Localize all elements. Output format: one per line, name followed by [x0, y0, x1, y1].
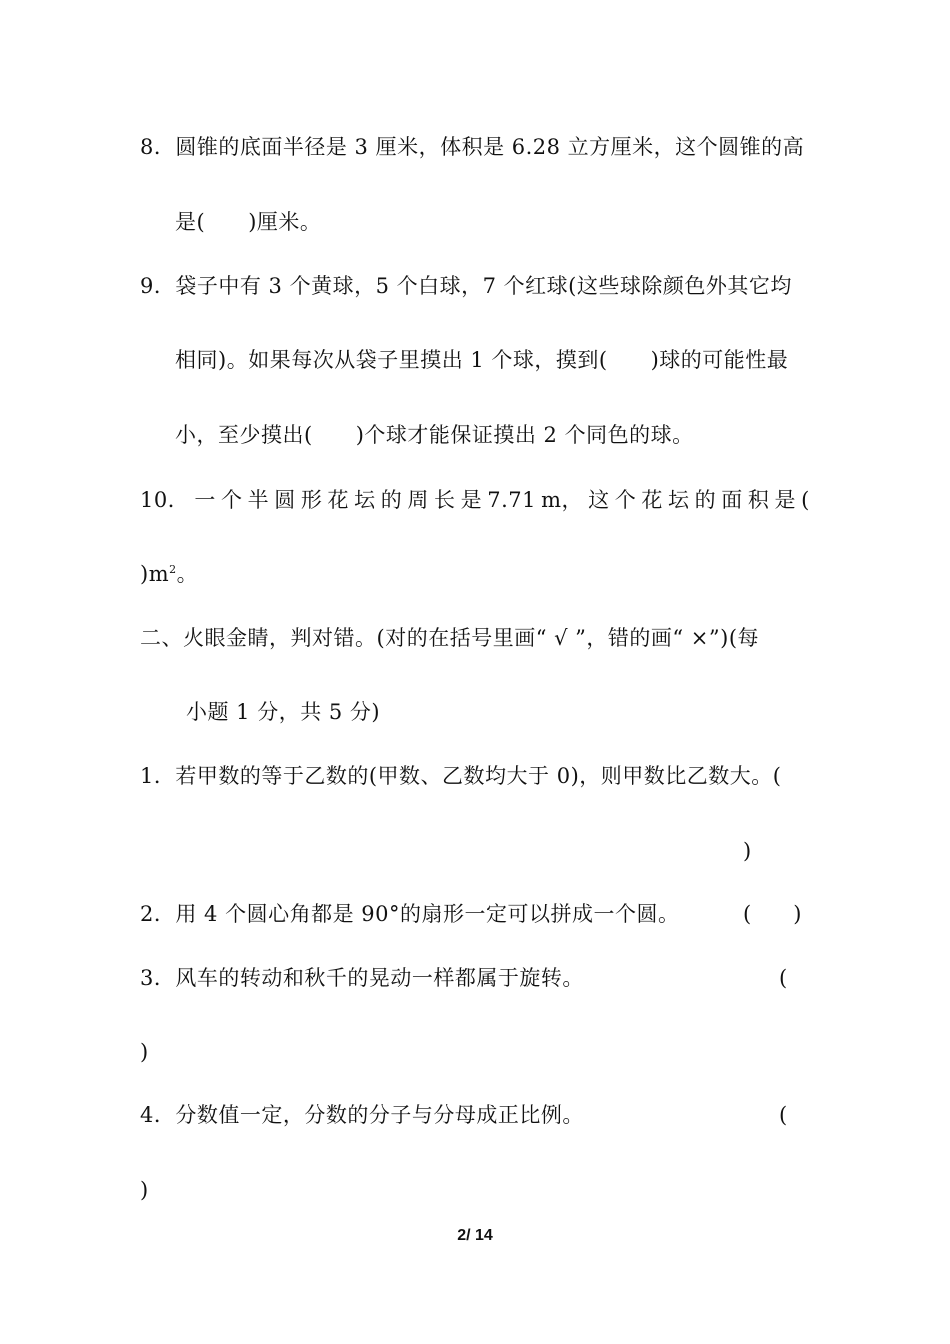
q10-word: 10．: [140, 488, 190, 512]
q10-unit: )m: [140, 562, 170, 586]
q10-word: 这: [588, 488, 610, 512]
q10-word: 坛: [354, 488, 376, 512]
q10-word: m，: [541, 488, 584, 512]
q10-word: 个: [220, 488, 243, 512]
section2-heading-line2: 小题 1 分，共 5 分): [186, 700, 381, 724]
q9-line2: 相同)。如果每次从袋子里摸出 1 个球，摸到( )球的可能性最: [175, 348, 789, 372]
q10-word: (: [801, 488, 810, 512]
q10-word: 积: [747, 488, 770, 512]
q10-word: 7.71: [487, 488, 536, 512]
page-number: 2/ 14: [457, 1227, 493, 1244]
item1-text: 1．若甲数的等于乙数的(甲数、乙数均大于 0)，则甲数比乙数大。(: [140, 764, 782, 788]
q10-word: 坛: [668, 488, 690, 512]
q10-word: 花: [327, 488, 349, 512]
q10-word: 是: [774, 488, 797, 512]
q10-word: 的: [694, 488, 717, 512]
q10-word: 花: [641, 488, 663, 512]
q10-period: 。: [176, 562, 199, 586]
q10-word: 的: [380, 488, 403, 512]
section2-heading-line1: 二、火眼金睛，判对错。(对的在括号里画“ √ ”，错的画“ ×”)(每: [140, 626, 760, 650]
q8-line1: 8．圆锥的底面半径是 3 厘米，体积是 6.28 立方厘米，这个圆锥的高: [140, 135, 805, 159]
q10-word: 长: [433, 488, 456, 512]
q9-line1: 9．袋子中有 3 个黄球，5 个白球，7 个红球(这些球除颜色外其它均: [140, 274, 792, 298]
item4-answer-close: ): [140, 1178, 149, 1202]
q10-word: 一: [194, 488, 216, 512]
q10-unit-exponent: 2: [169, 563, 177, 576]
q10-word: 个: [614, 488, 637, 512]
q10-word: 周: [407, 488, 429, 512]
item3-answer-close: ): [140, 1040, 149, 1064]
item2-answer-box[interactable]: ( ): [743, 902, 802, 926]
q10-word: 圆: [274, 488, 296, 512]
item2-text: 2．用 4 个圆心角都是 90°的扇形一定可以拼成一个圆。: [140, 902, 680, 926]
q10-line2: [140, 560, 198, 588]
q9-line3: 小，至少摸出( )个球才能保证摸出 2 个同色的球。: [175, 423, 694, 447]
q10-word: 是: [460, 488, 483, 512]
item4-answer-open[interactable]: (: [779, 1103, 788, 1127]
item4-text: 4．分数值一定，分数的分子与分母成正比例。: [140, 1103, 584, 1127]
q10-line1: [140, 486, 810, 514]
item3-text: 3．风车的转动和秋千的晃动一样都属于旋转。: [140, 966, 584, 990]
item3-answer-open[interactable]: (: [779, 966, 788, 990]
q8-line2: 是( )厘米。: [175, 210, 322, 234]
q10-word: 半: [247, 488, 270, 512]
q10-word: 面: [721, 488, 743, 512]
q10-word: 形: [300, 488, 323, 512]
item1-answer-close[interactable]: ): [743, 839, 752, 863]
